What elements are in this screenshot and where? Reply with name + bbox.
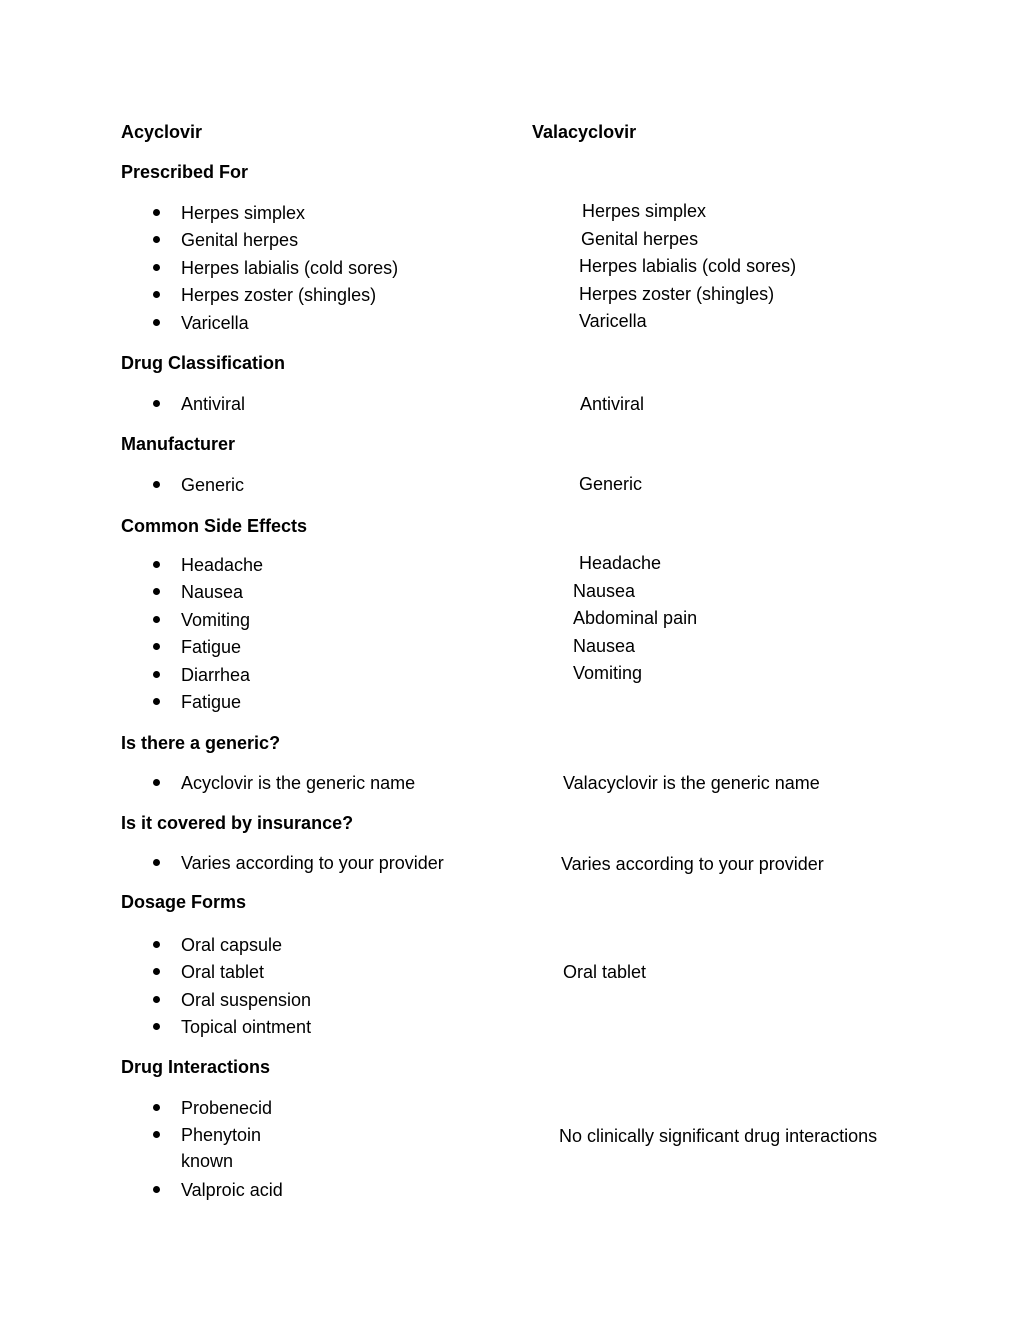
section-heading-insurance: Is it covered by insurance? [121, 813, 354, 833]
valacyclovir-item: Herpes labialis (cold sores) [579, 256, 797, 276]
acyclovir-item: Varicella [181, 313, 249, 333]
acyclovir-item: Valproic acid [181, 1180, 283, 1200]
acyclovir-item: Herpes zoster (shingles) [181, 285, 377, 305]
valacyclovir-item: Generic [579, 474, 643, 494]
valacyclovir-item: Vomiting [573, 663, 643, 683]
valacyclovir-item: No clinically significant drug interactions [559, 1126, 878, 1146]
valacyclovir-item: Abdominal pain [573, 608, 698, 628]
acyclovir-item: Vomiting [181, 610, 251, 630]
valacyclovir-item: Herpes zoster (shingles) [579, 284, 775, 304]
acyclovir-item: Headache [181, 555, 264, 575]
acyclovir-item: Diarrhea [181, 665, 251, 685]
section-heading-common-side-effects: Common Side Effects [121, 516, 308, 536]
acyclovir-item: Probenecid [181, 1098, 273, 1118]
acyclovir-item: Topical ointment [181, 1017, 312, 1037]
valacyclovir-item: Headache [579, 553, 662, 573]
acyclovir-item: Genital herpes [181, 230, 299, 250]
acyclovir-overflow-text: known [181, 1151, 234, 1171]
acyclovir-item: Fatigue [181, 637, 242, 657]
acyclovir-item: Generic [181, 475, 245, 495]
section-heading-drug-classification: Drug Classification [121, 353, 286, 373]
acyclovir-item: Nausea [181, 582, 244, 602]
valacyclovir-item: Valacyclovir is the generic name [563, 773, 820, 793]
valacyclovir-item: Oral tablet [563, 962, 647, 982]
section-heading-drug-interactions: Drug Interactions [121, 1057, 271, 1077]
acyclovir-item: Oral tablet [181, 962, 265, 982]
acyclovir-item: Herpes labialis (cold sores) [181, 258, 399, 278]
valacyclovir-item: Varicella [579, 311, 647, 331]
valacyclovir-item: Varies according to your provider [561, 854, 824, 874]
section-heading-generic: Is there a generic? [121, 733, 281, 753]
valacyclovir-item: Antiviral [580, 394, 645, 414]
valacyclovir-item: Nausea [573, 636, 636, 656]
section-heading-manufacturer: Manufacturer [121, 434, 236, 454]
section-heading-dosage-forms: Dosage Forms [121, 892, 247, 912]
acyclovir-item: Fatigue [181, 692, 242, 712]
acyclovir-column-title: Acyclovir [121, 122, 203, 142]
valacyclovir-item: Genital herpes [581, 229, 699, 249]
acyclovir-item: Acyclovir is the generic name [181, 773, 416, 793]
section-heading-prescribed-for: Prescribed For [121, 162, 249, 182]
valacyclovir-item: Nausea [573, 581, 636, 601]
acyclovir-item: Varies according to your provider [181, 853, 444, 873]
valacyclovir-column-title: Valacyclovir [532, 122, 637, 142]
acyclovir-item: Herpes simplex [181, 203, 306, 223]
acyclovir-item: Antiviral [181, 394, 246, 414]
valacyclovir-item: Herpes simplex [582, 201, 707, 221]
acyclovir-item: Oral capsule [181, 935, 283, 955]
acyclovir-item: Phenytoin [181, 1125, 262, 1145]
acyclovir-item: Oral suspension [181, 990, 312, 1010]
